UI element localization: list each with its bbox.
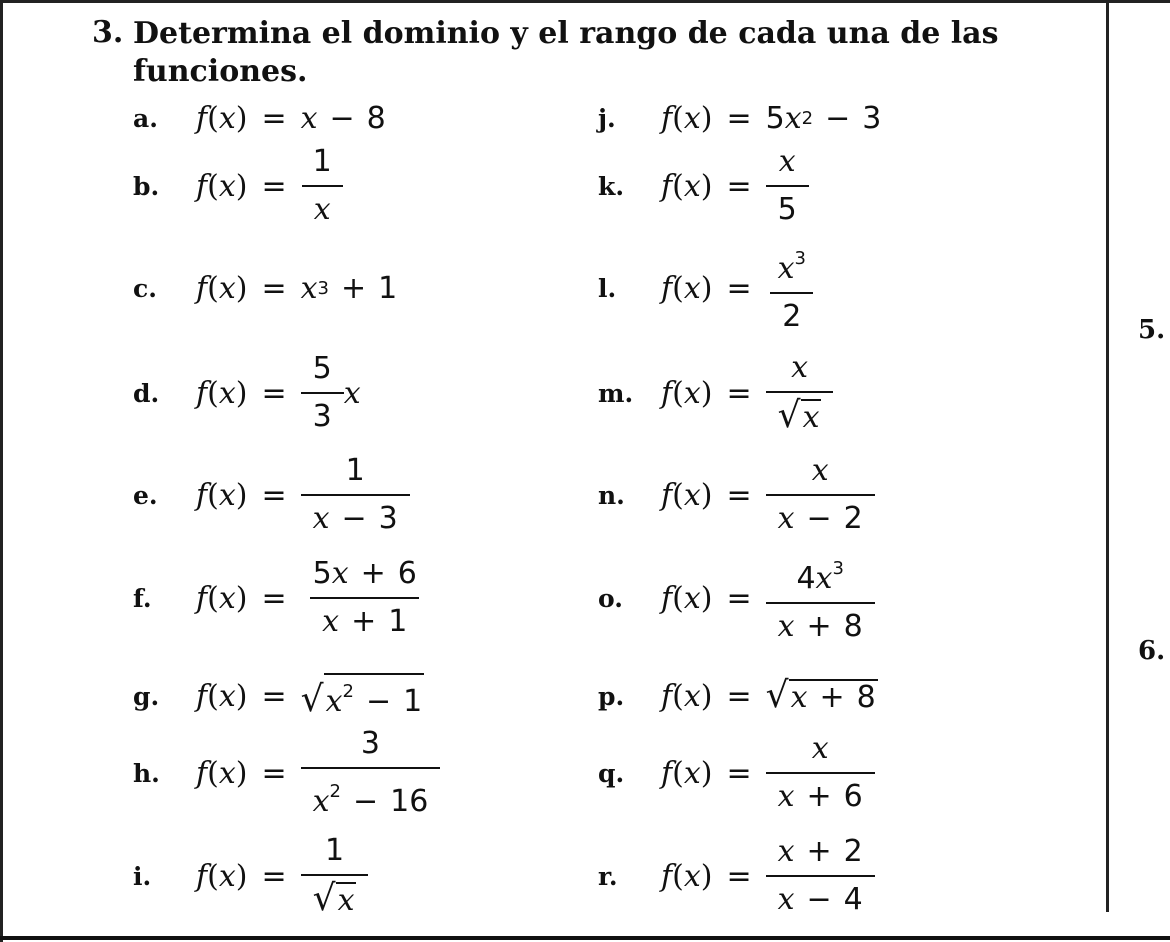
rhs bbox=[766, 833, 875, 919]
math-expression bbox=[661, 730, 875, 816]
rhs: $\frac{5}{3}$ x bbox=[301, 350, 361, 436]
rhs bbox=[301, 143, 344, 229]
function-name: f(x) bbox=[661, 858, 713, 894]
function-name: f(x) bbox=[196, 858, 248, 894]
rhs bbox=[301, 832, 369, 920]
fraction: $\frac{x^3}{2}$ bbox=[766, 240, 818, 336]
equals-sign: = bbox=[726, 375, 752, 411]
rhs: x 3 + 1 bbox=[300, 270, 398, 306]
rhs bbox=[766, 143, 809, 229]
math-expression bbox=[196, 350, 361, 436]
function-name: f(x) bbox=[661, 270, 713, 306]
function-name: f(x) bbox=[196, 678, 248, 714]
equals-sign: = bbox=[261, 755, 287, 791]
fraction: $\frac{x}{x + 6}$ bbox=[766, 730, 875, 816]
item-label: m. bbox=[598, 378, 634, 408]
function-name: f(x) bbox=[661, 755, 713, 791]
fraction: $\frac{4x^3}{x + 8}$ bbox=[766, 550, 875, 646]
square-root: √ x + 8 bbox=[765, 675, 876, 716]
item-label: f. bbox=[133, 583, 152, 613]
fraction: $\frac{1}{x}$ bbox=[301, 143, 344, 229]
equals-sign: = bbox=[261, 580, 287, 616]
square-root: √ $x^2 - 1$ bbox=[301, 673, 425, 719]
math-expression bbox=[196, 143, 344, 229]
equals-sign: = bbox=[726, 580, 752, 616]
fraction: x √ x bbox=[766, 349, 834, 437]
function-name: f(x) bbox=[196, 168, 248, 204]
math-expression bbox=[661, 101, 881, 136]
fraction: $\frac{x + 2}{x - 4}$ bbox=[766, 833, 875, 919]
function-name: f(x) bbox=[661, 580, 713, 616]
column-divider bbox=[1106, 0, 1109, 912]
function-name: f(x) bbox=[196, 270, 248, 306]
fraction: $\frac{5}{3}$ bbox=[301, 350, 344, 436]
equals-sign: = bbox=[726, 755, 752, 791]
page-border-top bbox=[0, 0, 1170, 3]
item-label: e. bbox=[133, 480, 158, 510]
equals-sign: = bbox=[261, 477, 287, 513]
item-label: d. bbox=[133, 378, 160, 408]
math-expression bbox=[196, 555, 429, 641]
equals-sign: = bbox=[726, 270, 752, 306]
equals-sign: = bbox=[726, 678, 752, 714]
square-root: √ x bbox=[312, 878, 355, 919]
item-label: i. bbox=[133, 861, 152, 891]
item-label: n. bbox=[598, 480, 625, 510]
page-border-bottom bbox=[0, 936, 1170, 940]
rhs bbox=[766, 730, 875, 816]
math-expression bbox=[661, 240, 818, 336]
item-label: b. bbox=[133, 171, 160, 201]
fraction: $\frac{3}{x^2 - 16}$ bbox=[301, 725, 441, 821]
math-expression bbox=[661, 349, 833, 437]
math-expression bbox=[661, 550, 875, 646]
rhs: 5 x 2 − 3 bbox=[765, 100, 882, 136]
rhs bbox=[766, 240, 818, 336]
square-root: √ x bbox=[777, 395, 820, 436]
page-border-left bbox=[0, 0, 3, 942]
function-name: f(x) bbox=[661, 477, 713, 513]
rhs bbox=[301, 673, 425, 719]
rhs: x − 8 bbox=[300, 100, 386, 136]
rhs bbox=[766, 677, 878, 715]
equals-sign: = bbox=[261, 375, 287, 411]
fraction: $\frac{x}{x - 2}$ bbox=[766, 452, 875, 538]
fraction: $\frac{1}{x - 3}$ bbox=[301, 452, 410, 538]
question-number: 3. bbox=[92, 15, 124, 50]
item-label: q. bbox=[598, 758, 625, 788]
item-label: o. bbox=[598, 583, 623, 613]
item-label: k. bbox=[598, 171, 625, 201]
math-expression bbox=[661, 677, 878, 715]
item-label: l. bbox=[598, 273, 617, 303]
next-question-number-5: 5. bbox=[1138, 315, 1166, 345]
next-question-number-6: 6. bbox=[1138, 636, 1166, 666]
rhs bbox=[301, 452, 410, 538]
equals-sign: = bbox=[261, 100, 287, 136]
fraction: 1 √ x bbox=[301, 832, 369, 920]
rhs bbox=[301, 555, 429, 641]
equals-sign: = bbox=[261, 270, 287, 306]
math-expression bbox=[196, 725, 440, 821]
item-label: g. bbox=[133, 681, 160, 711]
rhs bbox=[766, 550, 875, 646]
fraction: $\frac{x}{5}$ bbox=[766, 143, 809, 229]
item-label: c. bbox=[133, 273, 157, 303]
fraction: $\frac{5x + 6}{x + 1}$ bbox=[301, 555, 429, 641]
function-name: f(x) bbox=[196, 580, 248, 616]
item-label: a. bbox=[133, 103, 158, 133]
item-label: p. bbox=[598, 681, 625, 711]
item-label: r. bbox=[598, 861, 618, 891]
math-expression bbox=[661, 143, 809, 229]
math-expression bbox=[196, 673, 424, 719]
function-name: f(x) bbox=[661, 168, 713, 204]
item-label: h. bbox=[133, 758, 160, 788]
equals-sign: = bbox=[726, 477, 752, 513]
equals-sign: = bbox=[261, 168, 287, 204]
function-name: f(x) bbox=[196, 375, 248, 411]
equals-sign: = bbox=[726, 100, 752, 136]
rhs bbox=[766, 349, 834, 437]
function-name: f(x) bbox=[196, 100, 248, 136]
math-expression bbox=[661, 452, 875, 538]
question-text: Determina el dominio y el rango de cada una de las funciones. bbox=[133, 16, 999, 89]
item-label: j. bbox=[598, 103, 616, 133]
function-name: f(x) bbox=[661, 678, 713, 714]
equals-sign: = bbox=[726, 858, 752, 894]
math-expression bbox=[196, 101, 386, 136]
function-name: f(x) bbox=[661, 375, 713, 411]
function-name: f(x) bbox=[196, 477, 248, 513]
function-name: f(x) bbox=[196, 755, 248, 791]
equals-sign: = bbox=[261, 678, 287, 714]
math-expression bbox=[196, 271, 397, 306]
math-expression bbox=[196, 452, 410, 538]
function-name: f(x) bbox=[661, 100, 713, 136]
equals-sign: = bbox=[261, 858, 287, 894]
rhs bbox=[766, 452, 875, 538]
rhs bbox=[301, 725, 441, 821]
math-expression bbox=[196, 832, 368, 920]
math-expression bbox=[661, 833, 875, 919]
equals-sign: = bbox=[726, 168, 752, 204]
